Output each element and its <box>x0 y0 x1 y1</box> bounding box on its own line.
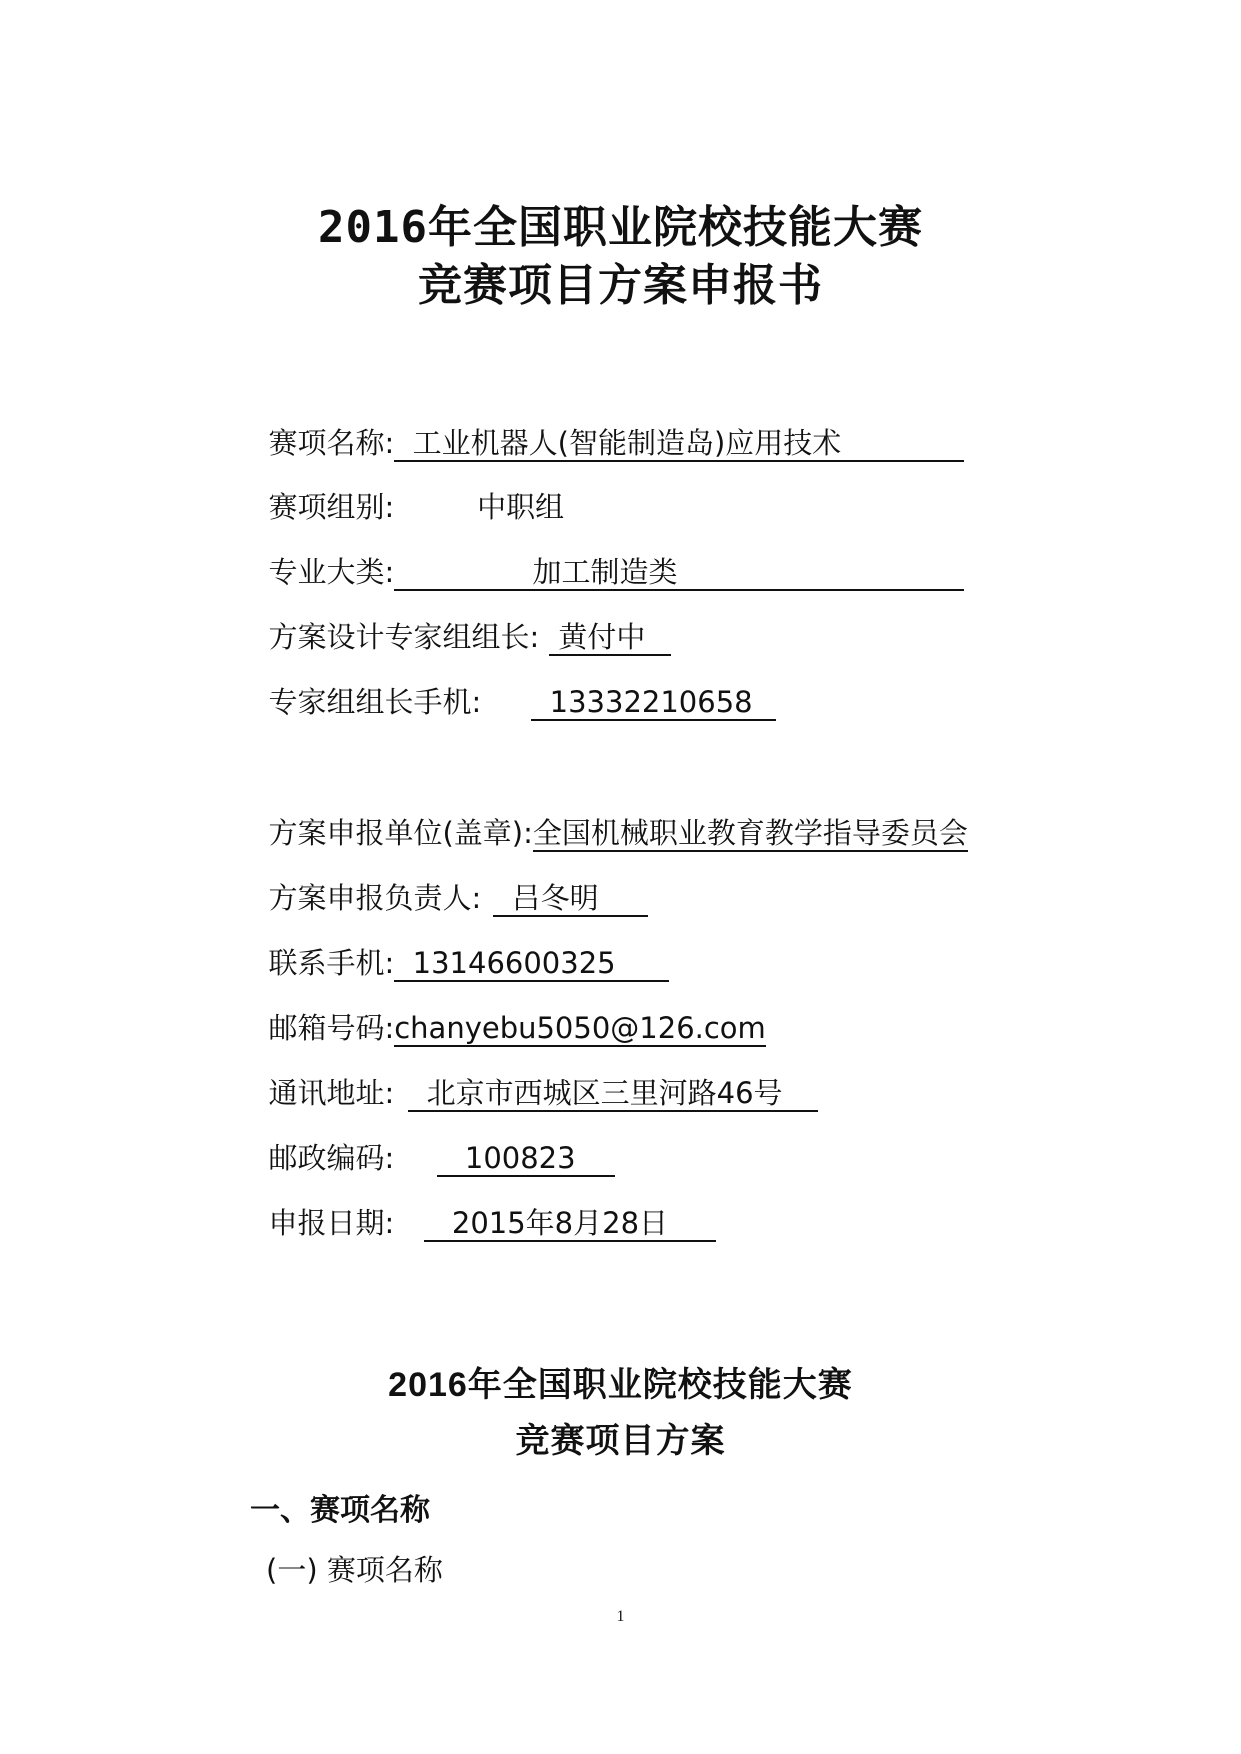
field-value: 北京市西城区三里河路46号 <box>408 1076 818 1112</box>
field-value: 吕冬明 <box>493 881 648 917</box>
field-application-date <box>250 1163 716 1243</box>
field-value: chanyebu5050@126.com <box>394 1011 766 1045</box>
field-value: 工业机器人(智能制造岛)应用技术 <box>394 426 964 462</box>
field-value: 加工制造类 <box>394 555 964 591</box>
field-label: 邮箱号码: <box>268 1011 395 1045</box>
page-number: 1 <box>616 1608 625 1625</box>
cover-title-line2: 竞赛项目方案申报书 <box>418 260 823 311</box>
field-value: 中职组 <box>394 490 565 524</box>
field-label: 赛项组别: <box>268 490 395 524</box>
cover-title-line1: 2016年全国职业院校技能大赛 <box>318 202 923 253</box>
field-label: 联系手机: <box>268 946 395 980</box>
section-heading: 一、赛项名称 <box>250 1493 430 1528</box>
field-value: 100823 <box>437 1141 615 1177</box>
field-expert-phone <box>250 642 776 722</box>
field-label: 专业大类: <box>268 555 395 589</box>
field-value: 2015年8月28日 <box>424 1206 716 1242</box>
field-value: 13146600325 <box>394 946 669 982</box>
field-label: 赛项名称: <box>268 426 395 460</box>
field-label: 方案申报单位(盖章): <box>268 816 533 850</box>
field-value: 全国机械职业教育教学指导委员会 <box>532 816 968 850</box>
field-value: 13332210658 <box>531 685 776 721</box>
field-label: 申报日期: <box>268 1206 395 1240</box>
plan-title-line2: 竞赛项目方案 <box>515 1422 726 1460</box>
field-label: 方案设计专家组组长: <box>268 620 540 654</box>
field-label: 通讯地址: <box>268 1076 395 1110</box>
field-label: 专家组组长手机: <box>268 685 482 719</box>
subsection-heading: (一) 赛项名称 <box>266 1553 443 1587</box>
plan-title-line1: 2016年全国职业院校技能大赛 <box>388 1366 853 1404</box>
field-label: 邮政编码: <box>268 1141 395 1175</box>
field-label: 方案申报负责人: <box>268 881 482 915</box>
field-value: 黄付中 <box>549 620 671 656</box>
